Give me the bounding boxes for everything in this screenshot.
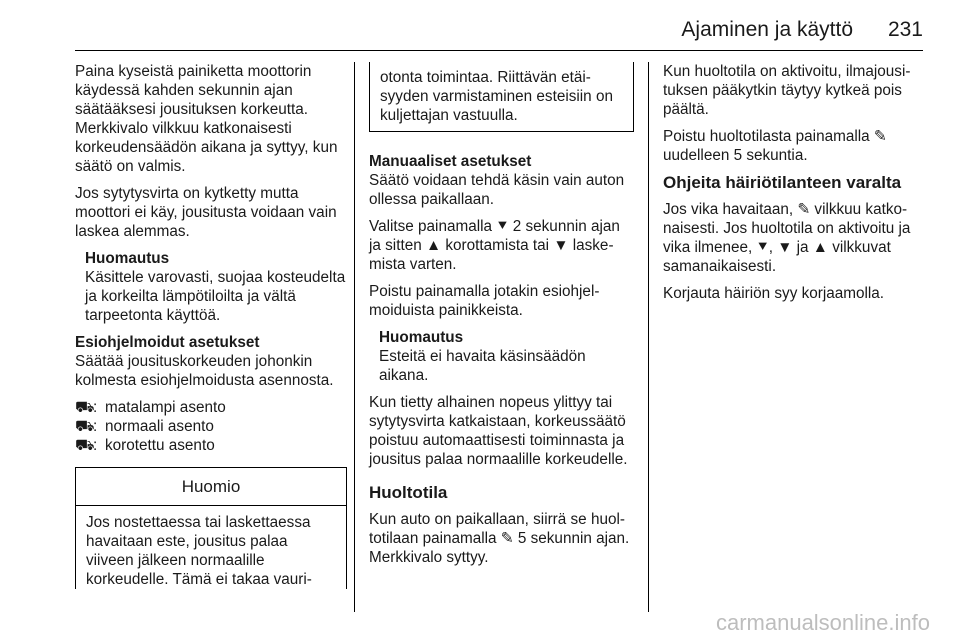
column-2 <box>369 62 634 575</box>
subheading: Manuaaliset asetukset <box>369 153 532 170</box>
symbol-label: korotettu asento <box>105 437 215 454</box>
header-rule <box>75 50 923 51</box>
note-text: Käsittele varovasti, suojaa kosteudelta ja korkeilta lämpötiloilta ja vältä tarpeetonta käyttöä. <box>85 269 346 324</box>
paragraph: Kun huoltotila on aktivoitu, ilmajousituksen pääkytkin täytyy kytkeä pois päältä. <box>663 63 911 118</box>
colon: : <box>93 399 98 416</box>
subheading: Esiohjelmoidut asetukset <box>75 334 260 351</box>
warning-box <box>75 467 347 589</box>
watermark: carmanualsonline.info <box>715 610 930 635</box>
symbol-label: matalampi asento <box>105 399 226 416</box>
paragraph: Jos sytytysvirta on kytketty mutta moottori ei käy, jousitusta voidaan vain laskea alemmas. <box>75 185 337 240</box>
car-normal-icon: ⛟ <box>75 418 95 435</box>
note <box>369 328 634 385</box>
paragraph: Kun tietty alhainen nopeus ylittyy tai sytytysvirta katkaistaan, korkeussäätö poistuu automaattisesti toiminnasta ja jousitus palaa normaalille korkeudelle. <box>369 394 628 468</box>
section-heading: Ohjeita häiriötilanteen varalta <box>663 173 902 192</box>
symbol-label: normaali asento <box>105 418 214 435</box>
colon: : <box>93 437 98 454</box>
chapter-title: Ajaminen ja käyttö <box>681 18 853 41</box>
symbol-row <box>75 436 347 455</box>
column-divider <box>354 62 355 612</box>
paragraph: Säätää jousituskorkeuden johonkin kolmesta esiohjelmoidusta asennosta. <box>75 353 334 389</box>
page-number: 231 <box>887 18 923 41</box>
colon: : <box>93 418 98 435</box>
column-1 <box>75 62 347 589</box>
symbol-row <box>75 417 347 436</box>
paragraph: Säätö voidaan tehdä käsin vain auton ollessa paikallaan. <box>369 172 625 208</box>
warning-box-continued: otonta toimintaa. Riittävän etäisyyden varmistaminen esteisiin on kuljettajan vastuulla. <box>369 62 634 132</box>
warning-heading: Huomio <box>76 468 346 506</box>
page-header <box>75 8 923 48</box>
section-heading: Huoltotila <box>369 483 448 502</box>
paragraph: Jos vika havaitaan, ✎ vilkkuu katkonaisesti. Jos huoltotila on aktivoitu ja vika ilmenee, ⯆, ▼ ja ▲ vilkkuvat samanaikaisesti. <box>663 201 911 275</box>
note-heading: Huomautus <box>85 250 170 267</box>
paragraph: Poistu painamalla jotakin esiohjelmoiduista painikkeista. <box>369 283 600 319</box>
note-text: Esteitä ei havaita käsinsäädön aikana. <box>379 348 586 384</box>
paragraph: Korjauta häiriön syy korjaamolla. <box>663 285 885 302</box>
paragraph: Poistu huoltotilasta painamalla ✎ uudelleen 5 sekuntia. <box>663 128 887 164</box>
paragraph: Valitse painamalla ⯆ 2 sekunnin ajan ja sitten ▲ korottamista tai ▼ laskemista varten. <box>369 218 620 273</box>
warning-text: Jos nostettaessa tai laskettaessa havaitaan este, jousitus palaa viiveen jälkeen normaalille korkeudelle. Tämä ei takaa vauri- <box>86 514 312 588</box>
car-raised-icon: ⛟ <box>75 437 95 454</box>
symbol-row <box>75 398 347 417</box>
column-3 <box>663 62 928 311</box>
car-lower-icon: ⛟ <box>75 399 95 416</box>
column-divider <box>648 62 649 612</box>
note <box>75 249 347 325</box>
paragraph: Kun auto on paikallaan, siirrä se huoltotilaan painamalla ✎ 5 sekunnin ajan. Merkkivalo syttyy. <box>369 511 630 566</box>
paragraph: Paina kyseistä painiketta moottorin käydessä kahden sekunnin ajan säätääksesi jousituksen korkeutta. Merkkivalo vilkkuu katkonaisesti korkeudensäädön aikana ja syttyy, kun säätö on valmis. <box>75 63 338 175</box>
note-heading: Huomautus <box>379 329 464 346</box>
